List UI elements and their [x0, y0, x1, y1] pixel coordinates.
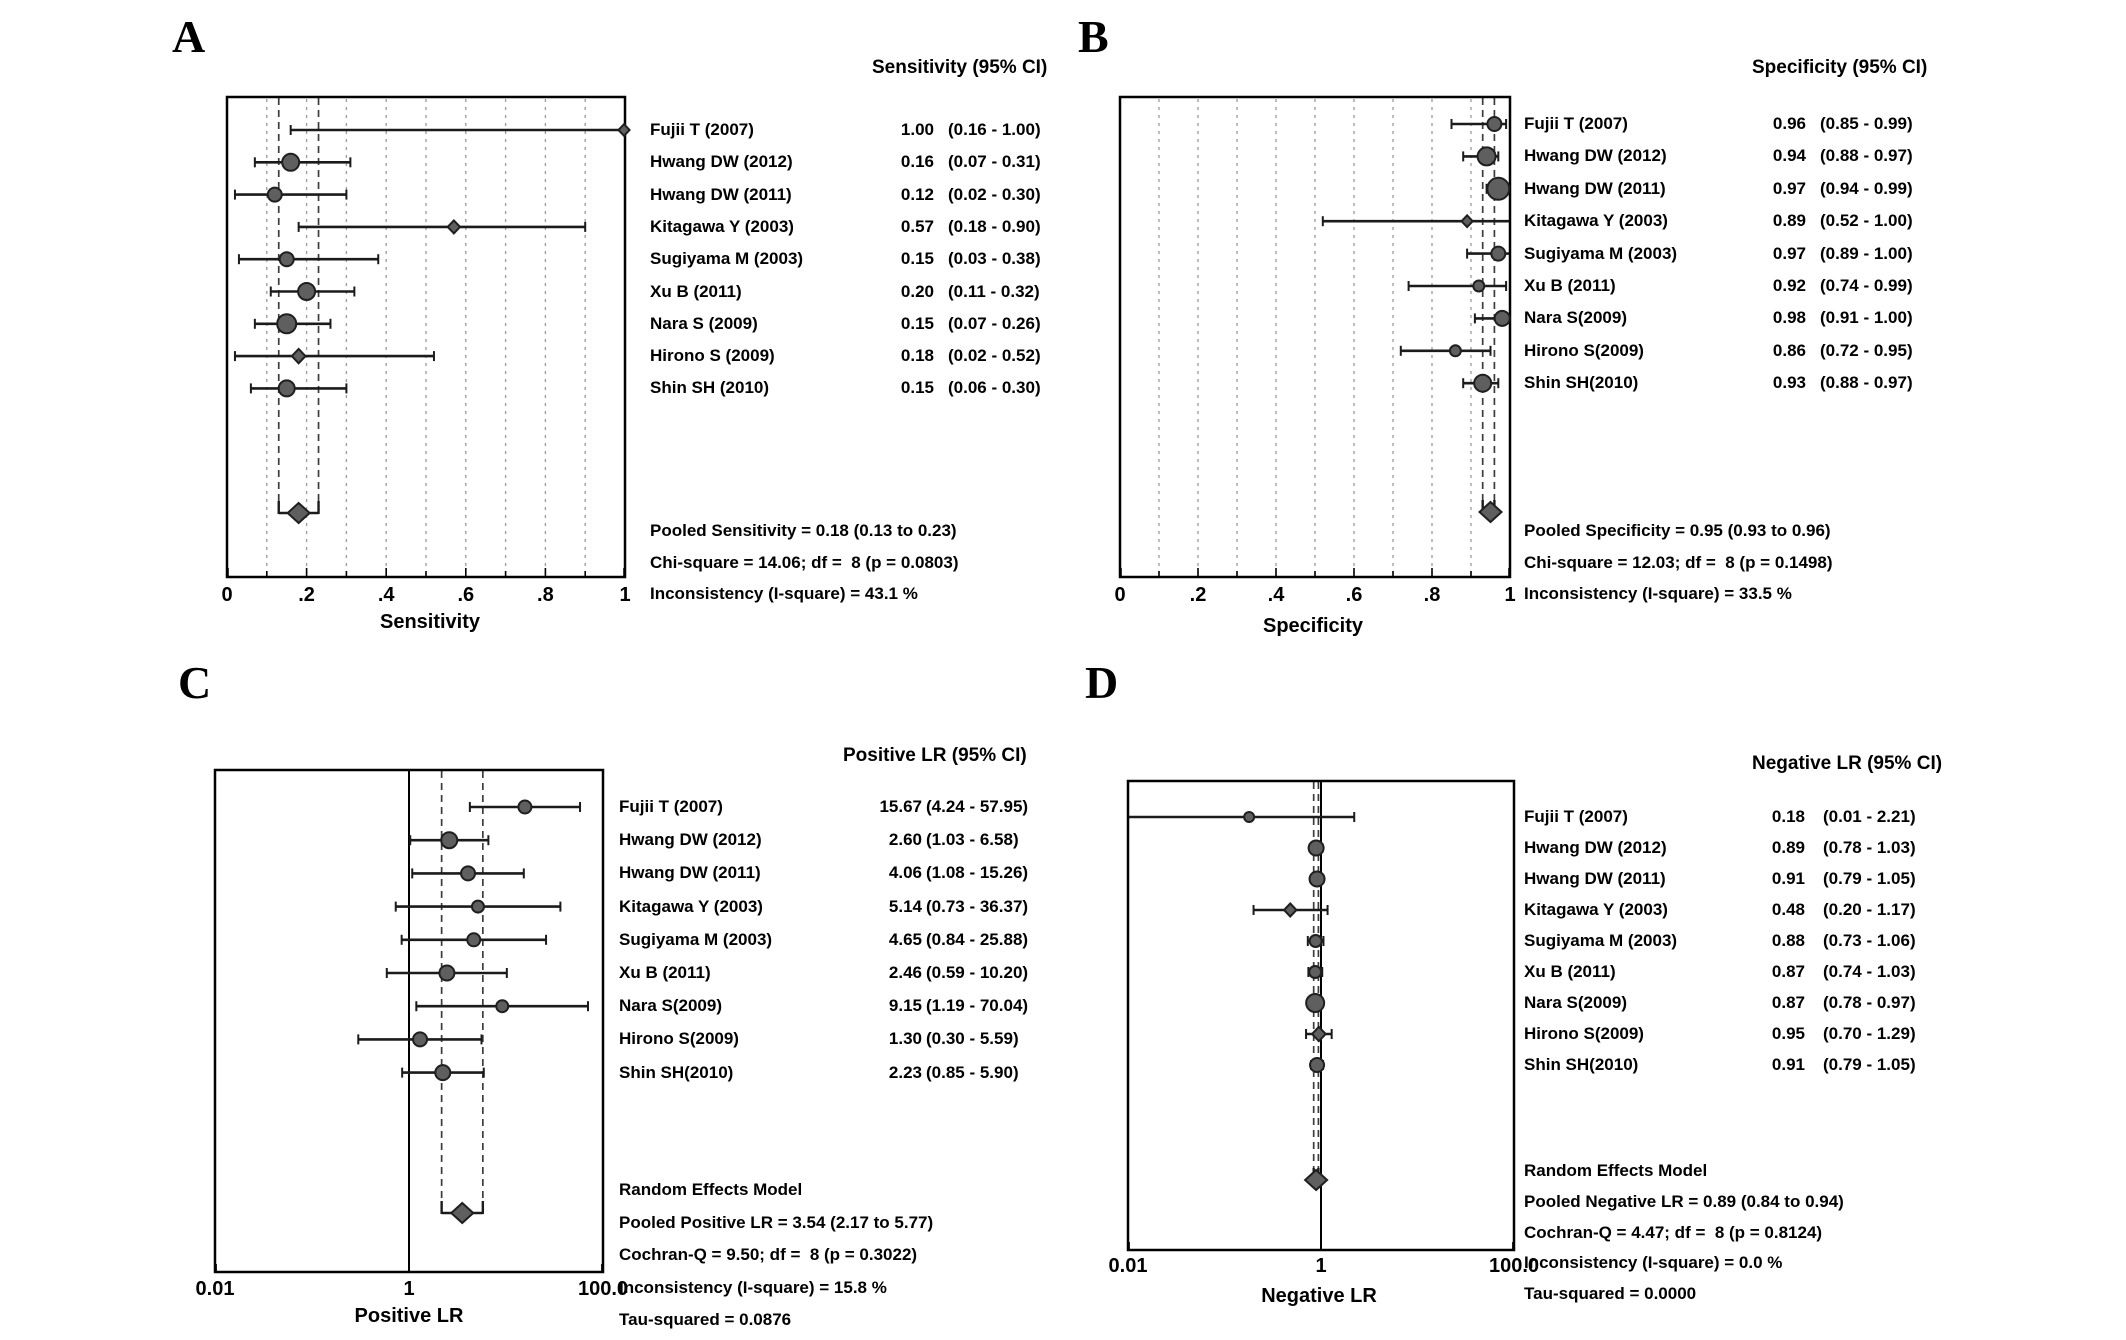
panel-label-c: C [178, 657, 212, 708]
study-ci-text: (0.02 - 0.30) [948, 184, 1041, 204]
study-ci-text: (0.06 - 0.30) [948, 378, 1041, 398]
study-marker [1491, 247, 1505, 261]
study-estimate: 0.95 [1771, 1024, 1805, 1043]
pooled-diamond [1305, 1170, 1327, 1190]
study-name: Kitagawa Y (2003) [619, 896, 763, 916]
panel-label-a: A [172, 11, 206, 62]
study-ci-text: (0.07 - 0.26) [948, 313, 1041, 333]
summary-line: Chi-square = 14.06; df = 8 (p = 0.0803) [650, 552, 959, 572]
study-estimate: 0.87 [1771, 962, 1805, 981]
study-estimate: 1.30 [888, 1029, 922, 1049]
study-name: Hirono S(2009) [1524, 1024, 1644, 1043]
study-name: Hwang DW (2012) [650, 152, 793, 172]
study-name: Sugiyama M (2003) [619, 929, 773, 949]
axis-tick-label: 1 [619, 584, 631, 606]
study-name: Nara S(2009) [1524, 993, 1628, 1012]
study-ci-text: (0.18 - 0.90) [948, 216, 1041, 236]
study-marker [1310, 1058, 1324, 1072]
summary-line: Inconsistency (I-square) = 0.0 % [1524, 1253, 1783, 1273]
column-header-positive-lr: Positive LR (95% CI) [843, 745, 1027, 766]
study-estimate: 0.16 [900, 152, 934, 172]
study-marker [1310, 935, 1322, 947]
study-ci-text: (0.70 - 1.29) [1823, 1024, 1916, 1043]
study-name: Xu B (2011) [619, 963, 711, 982]
study-marker [268, 188, 282, 202]
study-name: Hwang DW (2011) [1524, 178, 1666, 198]
axis-tick-label: 100.0 [577, 1278, 629, 1300]
study-ci-text: (0.79 - 1.05) [1823, 869, 1916, 888]
study-ci-text: (0.20 - 1.17) [1823, 900, 1916, 919]
study-estimate: 0.94 [1772, 146, 1806, 166]
summary-line: Pooled Negative LR = 0.89 (0.84 to 0.94) [1524, 1191, 1844, 1211]
study-estimate: 0.98 [1772, 308, 1806, 328]
study-marker [1244, 812, 1254, 822]
study-name: Fujii T (2007) [1524, 807, 1628, 826]
study-marker [1306, 994, 1324, 1012]
study-marker [282, 154, 299, 171]
study-ci-text: (4.24 - 57.95) [926, 797, 1029, 816]
study-marker [1495, 311, 1510, 326]
study-marker [441, 832, 457, 848]
study-marker [1487, 178, 1509, 200]
study-marker [1284, 904, 1296, 917]
study-ci-text: (0.07 - 0.31) [948, 152, 1041, 172]
study-estimate: 0.15 [900, 313, 934, 333]
study-ci-text: (0.84 - 25.88) [926, 929, 1029, 949]
study-name: Shin SH(2010) [619, 1062, 734, 1082]
panel-label-b: B [1078, 11, 1109, 62]
axis-tick-label: 0.01 [1108, 1255, 1148, 1277]
study-estimate: 2.46 [888, 963, 922, 982]
pooled-diamond [451, 1203, 473, 1223]
study-ci-text: (0.72 - 0.95) [1820, 340, 1913, 360]
study-estimate: 0.89 [1772, 211, 1806, 231]
study-ci-text: (0.89 - 1.00) [1820, 243, 1913, 263]
axis-tick-label: .6 [457, 584, 475, 606]
axis-tick-label: 0 [221, 584, 233, 606]
study-marker [1309, 841, 1324, 856]
study-estimate: 0.15 [900, 378, 934, 398]
study-ci-text: (1.03 - 6.58) [926, 830, 1019, 850]
study-name: Kitagawa Y (2003) [650, 216, 794, 236]
study-estimate: 0.97 [1772, 178, 1806, 198]
summary-line: Inconsistency (I-square) = 15.8 % [619, 1277, 887, 1297]
study-name: Nara S(2009) [619, 996, 723, 1016]
study-ci-text: (1.08 - 15.26) [926, 863, 1029, 883]
study-name: Fujii T (2007) [650, 120, 754, 139]
study-name: Nara S(2009) [1524, 308, 1628, 328]
study-name: Hwang DW (2012) [619, 830, 762, 850]
axis-tick-label: 100.0 [1488, 1255, 1540, 1277]
summary-line: Chi-square = 12.03; df = 8 (p = 0.1498) [1524, 552, 1833, 572]
study-ci-text: (0.88 - 0.97) [1820, 146, 1913, 166]
study-ci-text: (1.19 - 70.04) [926, 996, 1029, 1016]
study-ci-text: (0.16 - 1.00) [948, 120, 1041, 139]
study-marker [461, 866, 475, 880]
study-ci-text: (0.85 - 0.99) [1820, 114, 1913, 133]
study-marker [292, 349, 306, 363]
study-estimate: 0.97 [1772, 243, 1806, 263]
study-estimate: 2.23 [888, 1062, 922, 1082]
study-marker [1462, 215, 1473, 227]
study-estimate: 0.18 [900, 346, 934, 366]
study-marker [496, 1000, 508, 1012]
summary-line: Tau-squared = 0.0000 [1524, 1284, 1697, 1304]
study-ci-text: (0.79 - 1.05) [1823, 1055, 1916, 1074]
summary-line: Inconsistency (I-square) = 33.5 % [1524, 584, 1792, 603]
study-estimate: 0.92 [1772, 276, 1806, 295]
study-marker [1487, 117, 1501, 131]
pooled-diamond [288, 503, 310, 523]
study-name: Xu B (2011) [1524, 962, 1616, 981]
plot-box [1120, 97, 1510, 577]
study-estimate: 9.15 [888, 996, 922, 1016]
study-name: Hwang DW (2011) [619, 863, 761, 883]
study-estimate: 0.96 [1772, 114, 1806, 133]
x-axis-title-negative-lr: Negative LR [1261, 1285, 1377, 1307]
study-name: Kitagawa Y (2003) [1524, 211, 1668, 231]
study-name: Hirono S(2009) [1524, 340, 1644, 360]
study-estimate: 0.20 [900, 281, 934, 301]
study-name: Shin SH(2010) [1524, 373, 1639, 393]
study-marker [280, 252, 294, 266]
axis-tick-label: .2 [298, 584, 315, 606]
study-estimate: 0.18 [1771, 807, 1805, 826]
x-axis-title-sensitivity: Sensitivity [379, 611, 481, 633]
study-marker [472, 901, 484, 913]
study-name: Xu B (2011) [1524, 276, 1616, 295]
axis-tick-label: 1 [1504, 584, 1516, 606]
study-estimate: 0.87 [1771, 993, 1805, 1012]
study-marker [1310, 872, 1325, 887]
study-marker [413, 1032, 427, 1046]
study-marker [448, 220, 460, 233]
study-ci-text: (0.59 - 10.20) [926, 963, 1029, 982]
axis-tick-label: 1 [403, 1278, 415, 1300]
axis-tick-label: 1 [1315, 1255, 1327, 1277]
study-ci-text: (0.74 - 1.03) [1823, 962, 1916, 981]
study-estimate: 0.86 [1772, 340, 1806, 360]
axis-tick-label: .4 [377, 584, 395, 606]
summary-line: Cochran-Q = 4.47; df = 8 (p = 0.8124) [1524, 1222, 1823, 1242]
study-marker [1309, 966, 1321, 978]
study-estimate: 4.65 [888, 929, 922, 949]
summary-line: Inconsistency (I-square) = 43.1 % [650, 584, 918, 603]
study-estimate: 0.12 [900, 184, 934, 204]
axis-tick-label: 0.01 [195, 1278, 235, 1300]
study-estimate: 15.67 [879, 797, 922, 816]
study-ci-text: (0.91 - 1.00) [1820, 308, 1913, 328]
study-ci-text: (0.30 - 5.59) [926, 1029, 1019, 1049]
study-estimate: 2.60 [888, 830, 922, 850]
study-name: Hwang DW (2012) [1524, 146, 1667, 166]
study-name: Fujii T (2007) [619, 797, 723, 816]
study-ci-text: (0.11 - 0.32) [948, 281, 1040, 301]
study-estimate: 0.89 [1771, 838, 1805, 857]
study-ci-text: (0.02 - 0.52) [948, 346, 1041, 366]
study-estimate: 0.91 [1771, 869, 1805, 888]
study-ci-text: (0.94 - 0.99) [1820, 178, 1913, 198]
panel-label-d: D [1085, 657, 1119, 708]
x-axis-title-positive-lr: Positive LR [354, 1305, 464, 1327]
column-header-specificity: Specificity (95% CI) [1752, 57, 1928, 78]
study-name: Hirono S (2009) [650, 346, 775, 366]
study-marker [277, 314, 296, 333]
study-marker [298, 283, 315, 300]
study-marker [1478, 147, 1496, 165]
study-ci-text: (0.52 - 1.00) [1820, 211, 1913, 231]
study-name: Sugiyama M (2003) [1524, 931, 1678, 950]
study-ci-text: (0.01 - 2.21) [1823, 807, 1916, 826]
study-name: Hwang DW (2011) [650, 184, 792, 204]
study-marker [518, 801, 531, 814]
summary-line: Pooled Sensitivity = 0.18 (0.13 to 0.23) [650, 521, 957, 540]
study-marker [1473, 281, 1484, 292]
study-estimate: 0.48 [1771, 900, 1805, 919]
study-estimate: 5.14 [888, 896, 922, 916]
study-marker [467, 933, 480, 946]
column-header-negative-lr: Negative LR (95% CI) [1752, 753, 1943, 774]
study-estimate: 4.06 [888, 863, 922, 883]
study-ci-text: (0.73 - 36.37) [926, 896, 1029, 916]
summary-line: Pooled Specificity = 0.95 (0.93 to 0.96) [1524, 521, 1831, 540]
study-name: Kitagawa Y (2003) [1524, 900, 1668, 919]
study-ci-text: (0.78 - 0.97) [1823, 993, 1916, 1012]
study-marker [435, 1065, 450, 1080]
study-marker [439, 966, 454, 981]
axis-tick-label: 0 [1114, 584, 1126, 606]
study-name: Hirono S(2009) [619, 1029, 739, 1049]
study-marker [279, 380, 295, 396]
study-ci-text: (0.78 - 1.03) [1823, 838, 1916, 857]
study-estimate: 0.93 [1772, 373, 1806, 393]
study-estimate: 0.15 [900, 249, 934, 269]
study-name: Shin SH (2010) [650, 378, 770, 398]
study-ci-text: (0.85 - 5.90) [926, 1062, 1019, 1082]
study-name: Hwang DW (2012) [1524, 838, 1667, 857]
study-ci-text: (0.88 - 0.97) [1820, 373, 1913, 393]
study-ci-text: (0.03 - 0.38) [948, 249, 1041, 269]
study-marker [1450, 345, 1461, 356]
axis-tick-label: .6 [1345, 584, 1363, 606]
axis-tick-label: .8 [537, 584, 554, 606]
axis-tick-label: .2 [1189, 584, 1207, 606]
summary-line: Random Effects Model [619, 1180, 803, 1199]
study-name: Xu B (2011) [650, 281, 742, 301]
summary-line: Random Effects Model [1524, 1161, 1708, 1180]
summary-line: Pooled Positive LR = 3.54 (2.17 to 5.77) [619, 1212, 934, 1232]
study-marker [1474, 375, 1491, 392]
study-name: Sugiyama M (2003) [1524, 243, 1678, 263]
study-ci-text: (0.74 - 0.99) [1820, 276, 1913, 295]
study-name: Nara S (2009) [650, 313, 758, 333]
study-name: Sugiyama M (2003) [650, 249, 804, 269]
study-name: Hwang DW (2011) [1524, 869, 1666, 888]
study-estimate: 0.91 [1771, 1055, 1805, 1074]
study-name: Fujii T (2007) [1524, 114, 1628, 133]
study-estimate: 0.57 [900, 216, 934, 236]
axis-tick-label: .4 [1267, 584, 1285, 606]
study-name: Shin SH(2010) [1524, 1055, 1639, 1074]
summary-line: Tau-squared = 0.0876 [619, 1310, 792, 1329]
axis-tick-label: .8 [1423, 584, 1441, 606]
column-header-sensitivity: Sensitivity (95% CI) [872, 57, 1048, 78]
study-ci-text: (0.73 - 1.06) [1823, 931, 1916, 950]
study-estimate: 1.00 [900, 120, 934, 139]
x-axis-title-specificity: Specificity [1262, 615, 1364, 637]
summary-line: Cochran-Q = 9.50; df = 8 (p = 0.3022) [619, 1245, 918, 1264]
study-estimate: 0.88 [1771, 931, 1805, 950]
study-marker [618, 124, 629, 136]
